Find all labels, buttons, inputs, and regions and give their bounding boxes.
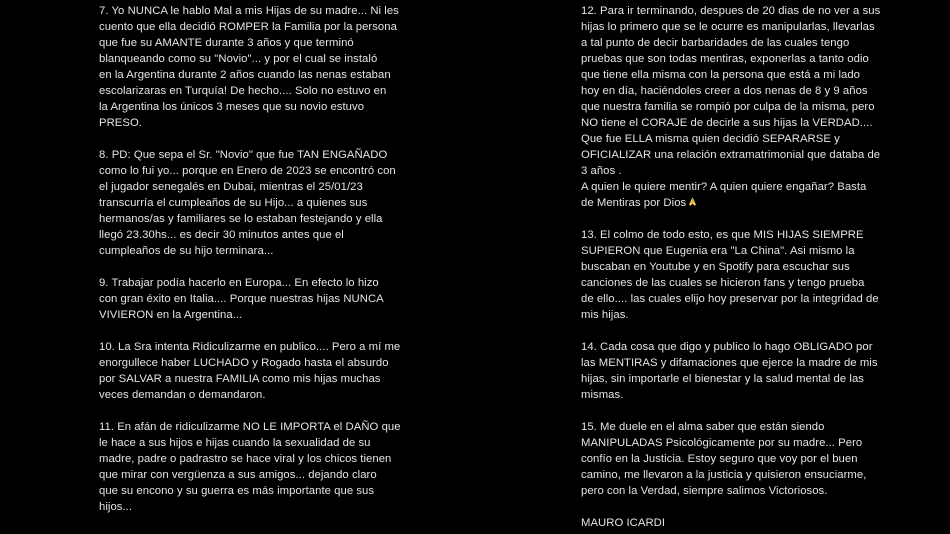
text-line: las MENTIRAS y difamaciones que ejerce la madre de mis xyxy=(581,357,878,369)
text-line: 8. PD: Que sepa el Sr. "Novio" que fue TAN ENGAÑADO xyxy=(99,149,388,161)
text-line: 13. El colmo de todo esto, es que MIS HIJAS SIEMPRE xyxy=(581,229,864,241)
text-line: 10. La Sra intenta Ridiculizarme en publico.... Pero a mí me xyxy=(99,341,401,353)
text-line: A quien le quiere mentir? A quien quiere engañar? Basta xyxy=(581,181,867,193)
text-line: la Argentina los únicos 3 meses que su novio estuvo xyxy=(99,101,365,113)
text-line: 7. Yo NUNCA le hablo Mal a mis Hijas de su madre... Ni les xyxy=(99,5,399,17)
text-line: SUPIERON que Eugenia era "La China". Asi mismo la xyxy=(581,245,855,257)
text-line: veces demandan o demandaron. xyxy=(99,389,266,401)
text-line: por SALVAR a nuestra FAMILIA como mis hijas muchas xyxy=(99,373,381,385)
right-text-column xyxy=(581,3,881,534)
text-line: transcurría el cumpleaños de su Hijo... a quienes sus xyxy=(99,197,368,209)
text-line: con gran éxito en Italia.... Porque nuestras hijas NUNCA xyxy=(99,293,384,305)
text-line: 14. Cada cosa que digo y publico lo hago OBLIGADO por xyxy=(581,341,873,353)
text-line: como lo fui yo... porque en Enero de 2023 se encontró con xyxy=(99,165,396,177)
text-line-with-emoji xyxy=(581,195,856,211)
text-line: OFICIALIZAR una relación extramatrimonial que databa de xyxy=(581,149,881,161)
text-line: madre, padre o padrastro se hace viral y los chicos tienen xyxy=(99,453,392,465)
text-line: que fue su AMANTE durante 3 años y que terminó xyxy=(99,37,354,49)
paragraph-point-9 xyxy=(99,275,384,323)
text-line: escolarizaras en Turquía! De hecho.... Solo no estuvo en xyxy=(99,85,387,97)
text-line: pero con la Verdad, siempre salimos Victoriosos. xyxy=(581,485,828,497)
left-text-column xyxy=(99,3,401,531)
text-line: hoy en día, haciéndoles creer a dos nenas de 8 y 9 años xyxy=(581,85,868,97)
text-line: hijos... xyxy=(99,501,133,513)
text-line: a tal punto de decir barbaridades de las cuales tengo xyxy=(581,37,850,49)
text-line: buscaban en Youtube y en Spotify para escuchar sus xyxy=(581,261,850,273)
signature xyxy=(581,515,856,531)
text-line: canciones de las cuales se hicieron fans y tengo prueba xyxy=(581,277,865,289)
text-line: hijas, sin importarle el bienestar y la salud mental de las xyxy=(581,373,864,385)
text-line: confío en la Justicia. Estoy seguro que voy por el buen xyxy=(581,453,858,465)
text-line: blanqueando como su "Novio"... y por el cual se instaló xyxy=(99,53,378,65)
text-line: que tiene ella misma con la persona que está a mi lado xyxy=(581,69,861,81)
text-line: PRESO. xyxy=(99,117,142,129)
text-line: llegó 23.30hs... es decir 30 minutos antes que el xyxy=(99,229,344,241)
paragraph-point-11 xyxy=(99,419,401,515)
paragraph-point-8 xyxy=(99,147,396,259)
paragraph-point-10 xyxy=(99,339,401,403)
text-line: de Mentiras por Dios xyxy=(581,197,687,209)
text-line: mis hijas. xyxy=(581,309,629,321)
text-line: enorgullece haber LUCHADO y Rogado hasta el absurdo xyxy=(99,357,389,369)
text-line: 12. Para ir terminando, despues de 20 dias de no ver a sus xyxy=(581,5,881,17)
text-line: en la Argentina durante 2 años cuando las nenas estaban xyxy=(99,69,391,81)
praying-hands-icon xyxy=(687,196,698,207)
paragraph-point-13 xyxy=(581,227,879,323)
text-line: 15. Me duele en el alma saber que están siendo xyxy=(581,421,825,433)
text-line: camino, me llevaron a la justicia y quisieron ensuciarme, xyxy=(581,469,867,481)
text-line: Que fue ELLA misma quien decidió SEPARARSE y xyxy=(581,133,840,145)
text-line: VIVIERON en la Argentina... xyxy=(99,309,243,321)
paragraph-point-15 xyxy=(581,419,867,499)
paragraph-point-12 xyxy=(581,3,881,211)
text-line: que nuestra familia se rompió por culpa de la misma, pero xyxy=(581,101,875,113)
signature-name: MAURO ICARDI xyxy=(581,517,666,529)
text-line: de ello.... las cuales elijo hoy preservar por la integridad de xyxy=(581,293,879,305)
text-line: hermanos/as y familiares se lo estaban festejando y ella xyxy=(99,213,383,225)
text-line: que mirar con vergüenza a sus amigos... dejando claro xyxy=(99,469,377,481)
text-line: MANIPULADAS Psicológicamente por su madre... Pero xyxy=(581,437,863,449)
text-line: NO tiene el CORAJE de decirle a sus hijas la VERDAD.... xyxy=(581,117,873,129)
text-line: que su encono y su guerra es más importante que sus xyxy=(99,485,375,497)
paragraph-point-7 xyxy=(99,3,399,131)
text-line: 9. Trabajar podía hacerlo en Europa... En efecto lo hizo xyxy=(99,277,379,289)
text-line: pruebas que son todas mentiras, exponerlas a tanto odio xyxy=(581,53,869,65)
paragraph-point-14 xyxy=(581,339,878,403)
text-line: hijas lo primero que se le ocurre es manipularlas, llevarlas xyxy=(581,21,875,33)
text-line: 11. En afán de ridiculizarme NO LE IMPORTA el DAÑO que xyxy=(99,421,401,433)
text-line: cuento que ella decidió ROMPER la Familia por la persona xyxy=(99,21,397,33)
text-line: le hace a sus hijos e hijas cuando la sexualidad de su xyxy=(99,437,371,449)
text-line: el jugador senegalés en Dubai, mientras el 25/01/23 xyxy=(99,181,363,193)
text-line: 3 años . xyxy=(581,165,622,177)
text-line: cumpleaños de su hijo terminara... xyxy=(99,245,274,257)
text-line: mismas. xyxy=(581,389,624,401)
